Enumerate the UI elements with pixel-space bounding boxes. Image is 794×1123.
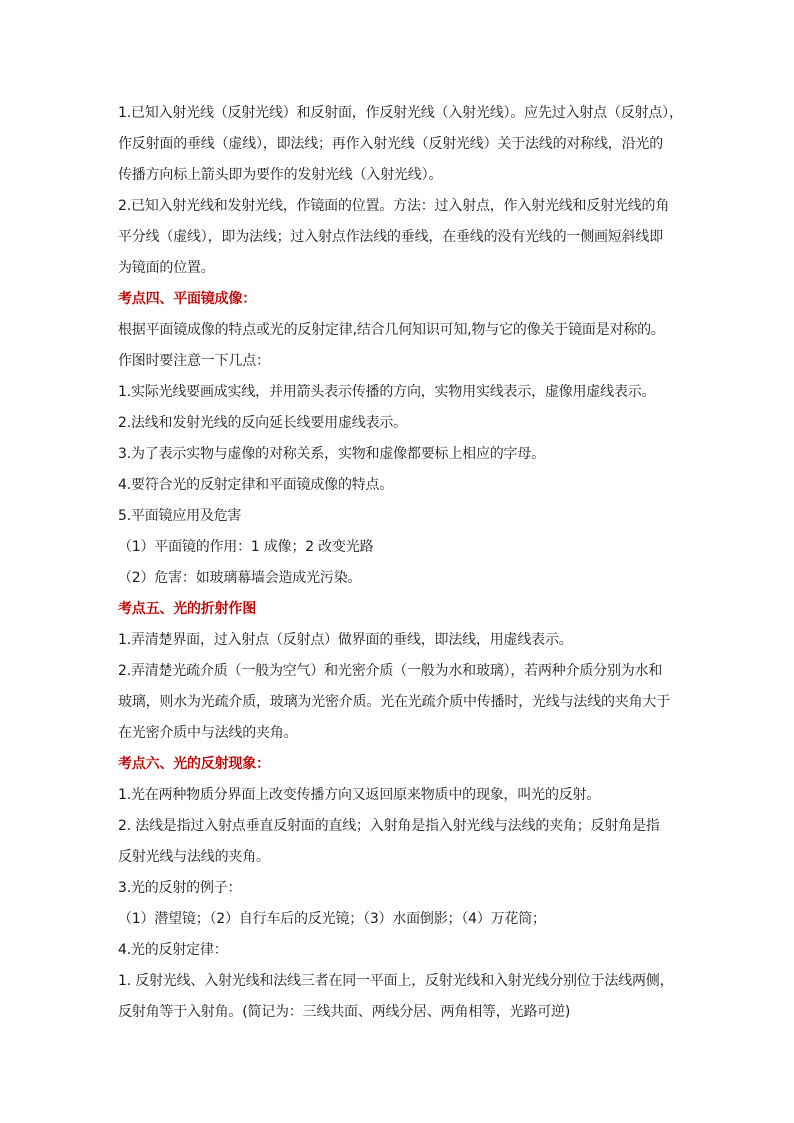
paragraph-line: 平分线（虚线），即为法线；过入射点作法线的垂线，在垂线的没有光线的一侧画短斜线即 xyxy=(118,229,663,245)
paragraph-line: 为镜面的位置。 xyxy=(118,260,215,276)
paragraph-line: （1）平面镜的作用：1 成像；2 改变光路 xyxy=(118,539,374,555)
section-heading: 考点四、平面镜成像： xyxy=(118,291,256,307)
paragraph-line: 反射光线与法线的夹角。 xyxy=(118,849,270,865)
paragraph-line: 1.光在两种物质分界面上改变传播方向又返回原来物质中的现象，叫光的反射。 xyxy=(118,787,601,803)
paragraph-line: 2.法线和发射光线的反向延长线要用虚线表示。 xyxy=(118,415,407,431)
section-heading: 考点六、光的反射现象： xyxy=(118,756,270,772)
paragraph-line: 3.光的反射的例子： xyxy=(118,880,242,896)
paragraph-line: 2.已知入射光线和发射光线，作镜面的位置。方法：过入射点，作入射光线和反射光线的角 xyxy=(118,198,670,214)
paragraph-line: 5.平面镜应用及危害 xyxy=(118,508,242,524)
paragraph-line: 反射角等于入射角。(简记为：三线共面、两线分居、两角相等，光路可逆) xyxy=(118,1004,571,1020)
paragraph-line: 根据平面镜成像的特点或光的反射定律,结合几何知识可知,物与它的像关于镜面是对称的。 xyxy=(118,322,665,338)
paragraph-line: 作反射面的垂线（虚线），即法线；再作入射光线（反射光线）关于法线的对称线，沿光的 xyxy=(118,136,663,152)
paragraph-line: 2.弄清楚光疏介质（一般为空气）和光密介质（一般为水和玻璃），若两种介质分别为水和 xyxy=(118,663,663,679)
paragraph-line: 传播方向标上箭头即为要作的发射光线（入射光线）。 xyxy=(118,167,443,183)
paragraph-line: 1. 反射光线、入射光线和法线三者在同一平面上，反射光线和入射光线分别位于法线两侧， xyxy=(118,973,674,989)
paragraph-line: 1.弄清楚界面，过入射点（反射点）做界面的垂线，即法线，用虚线表示。 xyxy=(118,632,573,648)
paragraph-line: 玻璃，则水为光疏介质，玻璃为光密介质。光在光疏介质中传播时，光线与法线的夹角大于 xyxy=(118,694,670,710)
section-heading: 考点五、光的折射作图 xyxy=(118,601,256,617)
paragraph-line: （2）危害：如玻璃幕墙会造成光污染。 xyxy=(118,570,362,586)
paragraph-line: 3.为了表示实物与虚像的对称关系，实物和虚像都要标上相应的字母。 xyxy=(118,446,545,462)
paragraph-line: 作图时要注意一下几点： xyxy=(118,353,270,369)
paragraph-line: 1.实际光线要画成实线，并用箭头表示传播的方向，实物用实线表示，虚像用虚线表示。 xyxy=(118,384,656,400)
document-page xyxy=(118,98,698,1028)
paragraph-line: 2. 法线是指过入射点垂直反射面的直线；入射角是指入射光线与法线的夹角；反射角是指 xyxy=(118,818,660,834)
paragraph-line: （1）潜望镜；（2）自行车后的反光镜；（3）水面倒影；（4）万花筒； xyxy=(118,911,546,927)
paragraph-line: 4.要符合光的反射定律和平面镜成像的特点。 xyxy=(118,477,394,493)
paragraph-line: 1.已知入射光线（反射光线）和反射面，作反射光线（入射光线）。应先过入射点（反射点）， xyxy=(118,105,683,121)
paragraph-line: 在光密介质中与法线的夹角。 xyxy=(118,725,298,741)
paragraph-line: 4.光的反射定律： xyxy=(118,942,228,958)
